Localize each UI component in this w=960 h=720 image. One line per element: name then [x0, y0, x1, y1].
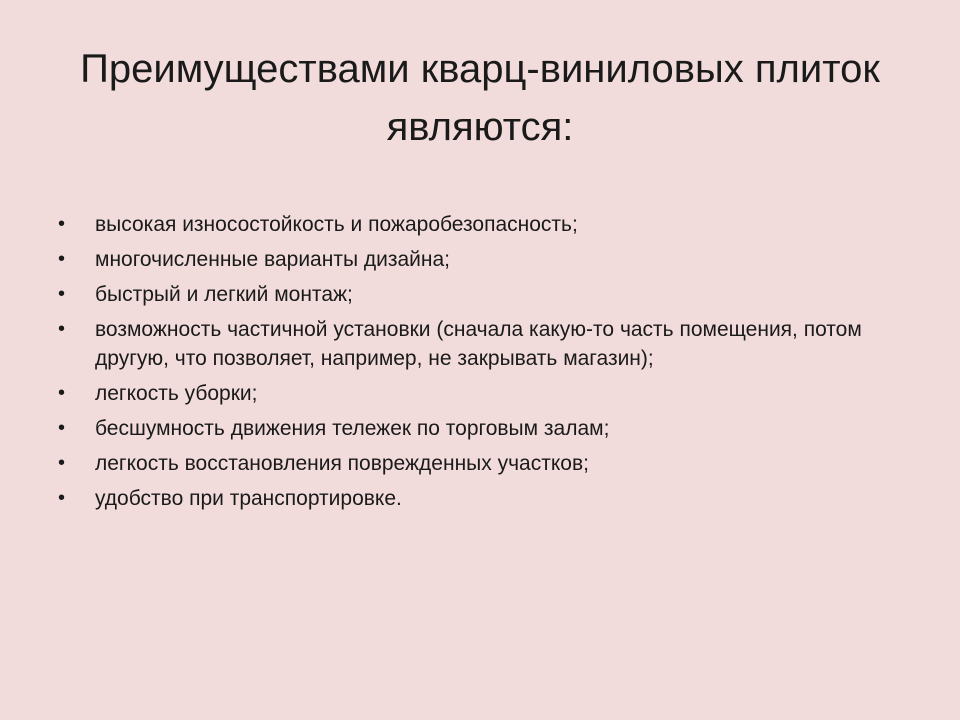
list-item-text: возможность частичной установки (сначала какую-то часть помещения, потом другую, что позволяет, например, не закрывать магазин); [95, 318, 862, 370]
slide-title: Преимуществами кварц-виниловых плиток являются: [80, 47, 880, 149]
bullet-icon: • [58, 417, 66, 439]
list-item-text: бесшумность движения тележек по торговым залам; [95, 417, 610, 440]
list-item-text: многочисленные варианты дизайна; [95, 248, 451, 271]
bullet-list [58, 210, 914, 519]
list-item [58, 245, 914, 274]
list-item [58, 210, 914, 239]
bullet-icon: • [58, 318, 66, 340]
list-item [58, 484, 914, 513]
list-item-text: легкость восстановления поврежденных участков; [95, 452, 589, 475]
list-item-text: быстрый и легкий монтаж; [95, 283, 353, 306]
list-item [58, 414, 914, 443]
bullet-icon: • [58, 487, 66, 509]
list-item [58, 449, 914, 478]
bullet-icon: • [58, 213, 66, 235]
list-item [58, 379, 914, 408]
bullet-icon: • [58, 452, 66, 474]
list-item-text: удобство при транспортировке. [95, 487, 402, 510]
list-item-text: легкость уборки; [95, 382, 258, 405]
list-item [58, 315, 914, 373]
bullet-icon: • [58, 382, 66, 404]
bullet-icon: • [58, 248, 66, 270]
bullet-icon: • [58, 283, 66, 305]
list-item [58, 280, 914, 309]
list-item-text: высокая износостойкость и пожаробезопасность; [95, 213, 578, 236]
